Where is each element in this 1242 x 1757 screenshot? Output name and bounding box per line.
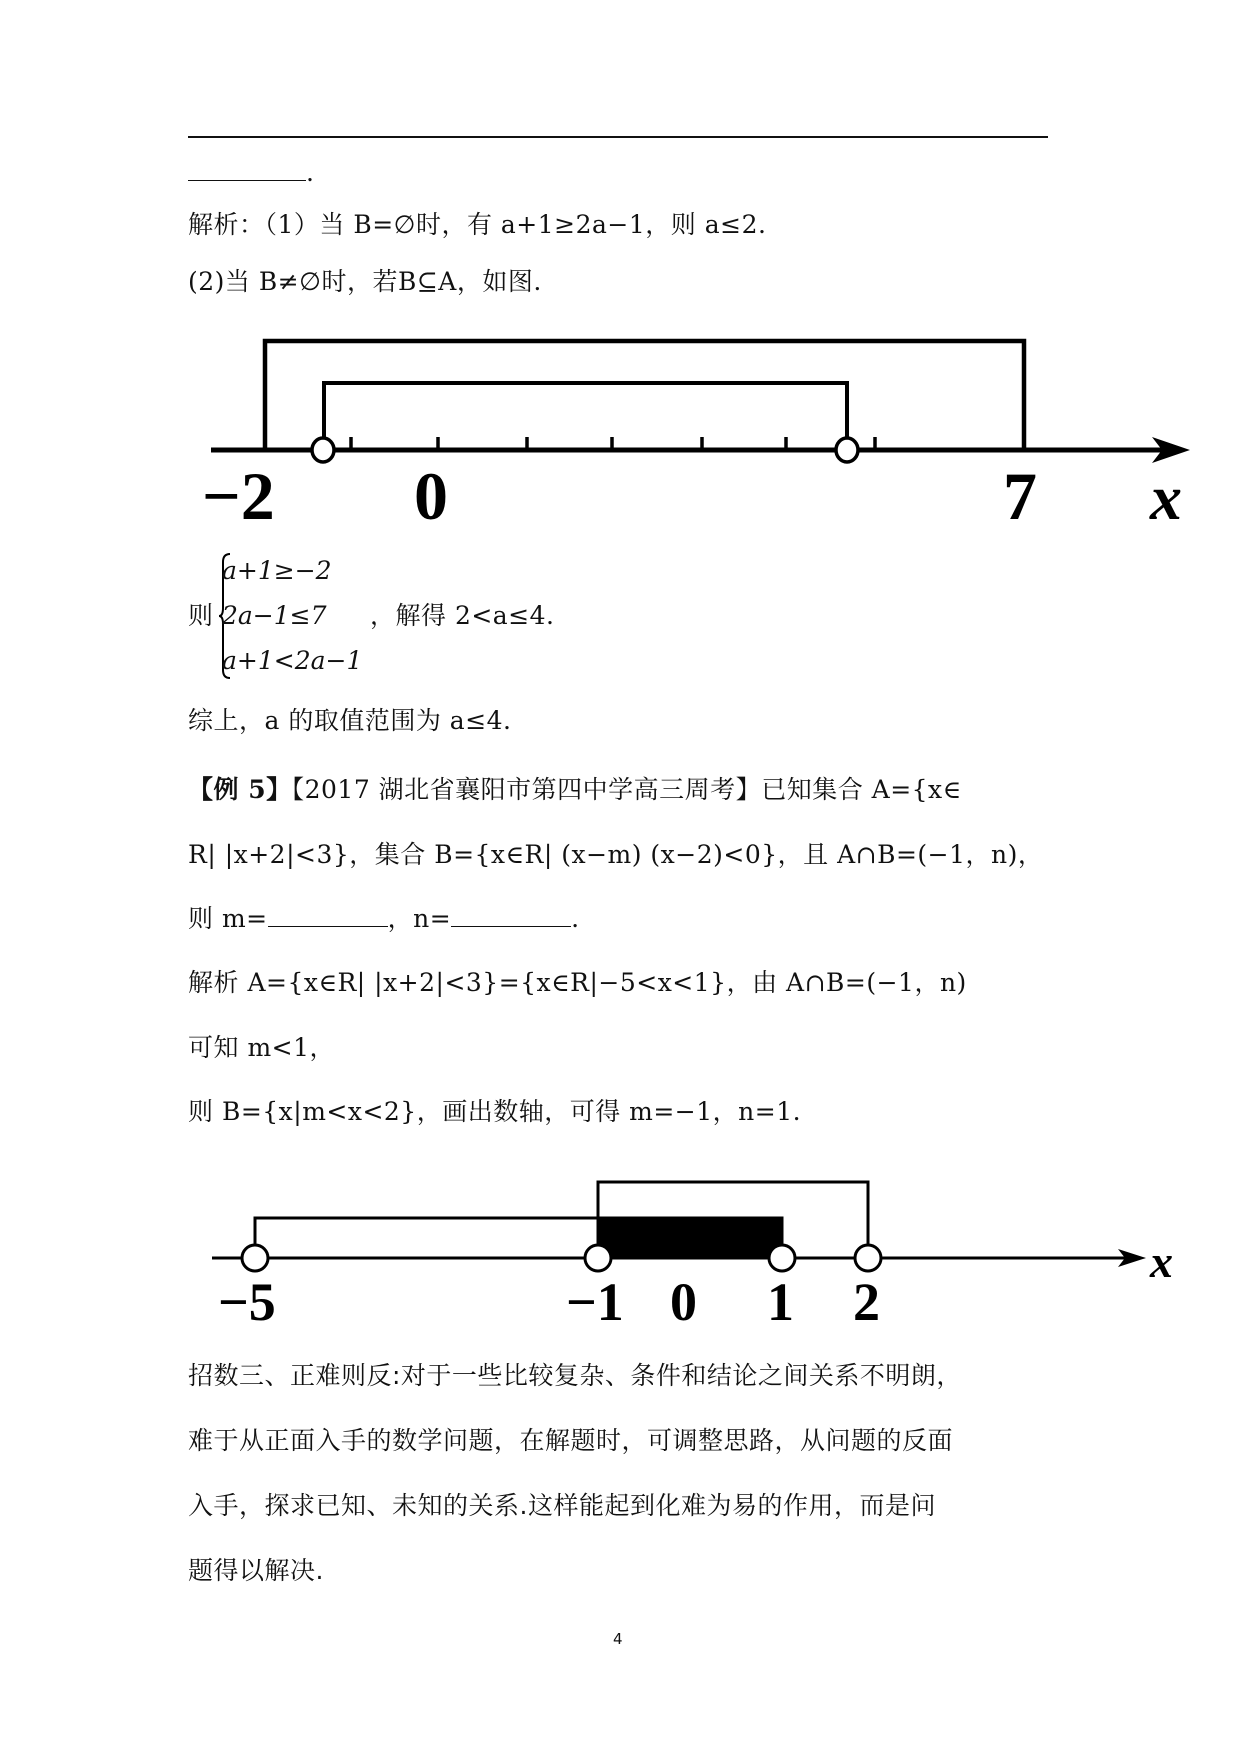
n-answer-blank <box>451 906 571 927</box>
page-number: 4 <box>613 1630 623 1648</box>
label-neg5: −5 <box>218 1272 276 1330</box>
label-0: 0 <box>414 458 448 534</box>
system-result: ，解得 2<a≤4. <box>370 601 555 630</box>
solution2-line2: 可知 m<1， <box>188 1033 336 1062</box>
m-equals-label: 则 m= <box>188 904 268 933</box>
solution2-line3: 则 B={x|m<x<2}，画出数轴，可得 m=−1，n=1. <box>188 1097 802 1126</box>
m-answer-blank <box>268 906 388 927</box>
open-endpoint-2 <box>855 1245 881 1271</box>
n-equals-label: ，n= <box>387 904 452 933</box>
solution1-part1: 解析：（1）当 B=∅时，有 a+1≥2a−1，则 a≤2. <box>188 210 767 239</box>
label-0: 0 <box>670 1272 697 1330</box>
example5-line3 <box>188 904 580 934</box>
example-source: 【2017 湖北省襄阳市第四中学高三周考】 <box>291 775 762 804</box>
solution2-line1: 解析 A={x∈R| |x+2|<3}={x∈R|−5<x<1}，由 A∩B=(−1，n) <box>188 968 967 997</box>
blank-period: . <box>306 158 315 187</box>
axis-label-x: x <box>1150 1236 1173 1287</box>
axis-label-x: x <box>1150 462 1182 533</box>
solution1-part2: (2)当 B≠∅时，若B⊆A，如图. <box>188 267 542 296</box>
open-endpoint-1 <box>769 1245 795 1271</box>
label-2: 2 <box>853 1272 880 1330</box>
example5-line1 <box>188 775 962 805</box>
method3-line2: 难于从正面入手的数学问题，在解题时，可调整思路，从问题的反面 <box>188 1426 954 1455</box>
intersection-shaded-region <box>598 1217 782 1258</box>
label-neg2: −2 <box>202 458 275 534</box>
open-endpoint-neg5 <box>242 1245 268 1271</box>
open-endpoint-left <box>312 438 334 462</box>
system-line-3: a+1<2a−1 <box>222 646 363 675</box>
label-7: 7 <box>1003 458 1037 534</box>
answer-rule-line <box>188 136 1048 138</box>
open-endpoint-neg1 <box>585 1245 611 1271</box>
system-line-2: 2a−1≤7 <box>222 601 327 630</box>
method3-line3: 入手，探求已知、未知的关系.这样能起到化难为易的作用，而是问 <box>188 1491 936 1520</box>
system-line-1: a+1≥−2 <box>222 556 332 585</box>
system-prefix: 则 <box>188 601 214 630</box>
label-neg1: −1 <box>566 1272 624 1330</box>
example5-line1-rest: 已知集合 A={x∈ <box>761 775 962 804</box>
example5-line2: R| |x+2|<3}，集合 B={x∈R| (x−m) (x−2)<0}，且 A∩B=(−1，n)， <box>188 840 1044 869</box>
label-1: 1 <box>767 1272 794 1330</box>
answer-blank-line <box>188 158 314 188</box>
example-tag: 【例 5】 <box>188 775 292 804</box>
outer-interval-bracket <box>265 341 1024 450</box>
number-line-diagram-2 <box>0 1160 1242 1330</box>
conclusion-1: 综上，a 的取值范围为 a≤4. <box>188 706 512 735</box>
number-line-diagram-1 <box>0 320 1242 540</box>
method3-line1: 招数三、正难则反:对于一些比较复杂、条件和结论之间关系不明朗， <box>188 1361 962 1390</box>
inner-interval-bracket <box>324 383 847 442</box>
method3-line4: 题得以解决. <box>188 1556 324 1585</box>
open-endpoint-right <box>836 438 858 462</box>
answer-blank <box>188 160 306 181</box>
line3-period: . <box>571 904 580 933</box>
